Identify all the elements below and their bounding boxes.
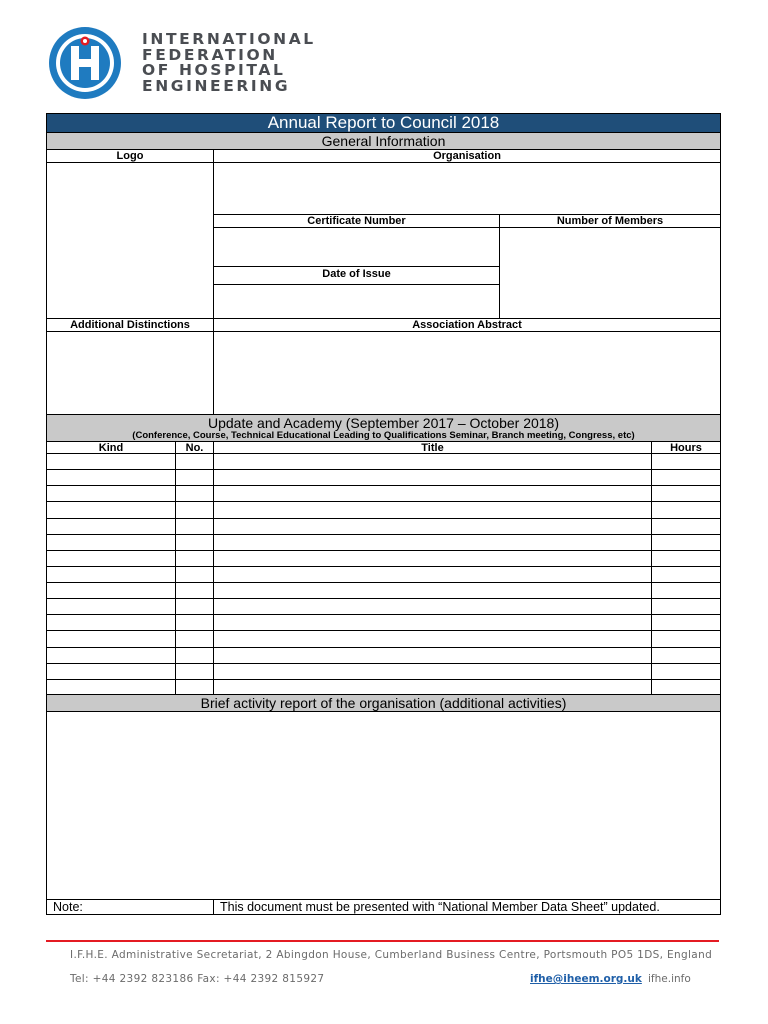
title-cell[interactable] xyxy=(213,614,652,631)
title-column-header: Title xyxy=(213,441,652,454)
title-cell[interactable] xyxy=(213,534,652,551)
title-cell[interactable] xyxy=(213,630,652,648)
update-academy-title: Update and Academy (September 2017 – October 2018) xyxy=(208,415,559,431)
title-cell[interactable] xyxy=(213,550,652,567)
hours-cell[interactable] xyxy=(651,630,721,648)
title-cell[interactable] xyxy=(213,453,652,470)
footer-email-link[interactable]: ifhe@iheem.org.uk xyxy=(530,973,642,985)
organisation-label: Organisation xyxy=(213,149,721,163)
brief-activity-header: Brief activity report of the organisation (additional activities) xyxy=(46,694,721,712)
org-name-line: ENGINEERING xyxy=(142,76,291,95)
ifhe-logo xyxy=(46,26,124,100)
number-of-members-label: Number of Members xyxy=(499,214,721,228)
kind-cell[interactable] xyxy=(46,663,176,680)
title-cell[interactable] xyxy=(213,598,652,615)
annual-report-form xyxy=(46,113,721,915)
kind-cell[interactable] xyxy=(46,550,176,567)
hours-cell[interactable] xyxy=(651,469,721,486)
org-name-line: FEDERATION xyxy=(142,45,278,64)
date-of-issue-field[interactable] xyxy=(213,284,500,319)
number-cell[interactable] xyxy=(175,485,214,502)
kind-cell[interactable] xyxy=(46,614,176,631)
hours-cell[interactable] xyxy=(651,485,721,502)
note-text: This document must be presented with “National Member Data Sheet” updated. xyxy=(213,899,721,915)
form-title: Annual Report to Council 2018 xyxy=(46,113,721,133)
kind-cell[interactable] xyxy=(46,453,176,470)
kind-column-header: Kind xyxy=(46,441,176,454)
footer-phone-fax: Tel: +44 2392 823186 Fax: +44 2392 815927 xyxy=(70,973,325,985)
number-cell[interactable] xyxy=(175,598,214,615)
number-cell[interactable] xyxy=(175,469,214,486)
hours-cell[interactable] xyxy=(651,518,721,535)
number-column-header: No. xyxy=(175,441,214,454)
hours-cell[interactable] xyxy=(651,663,721,680)
update-academy-header xyxy=(46,414,721,442)
kind-cell[interactable] xyxy=(46,518,176,535)
kind-cell[interactable] xyxy=(46,469,176,486)
certificate-number-field[interactable] xyxy=(213,227,500,267)
logo-label: Logo xyxy=(46,149,214,163)
note-label: Note: xyxy=(46,899,214,915)
kind-cell[interactable] xyxy=(46,534,176,551)
hours-cell[interactable] xyxy=(651,614,721,631)
hours-cell[interactable] xyxy=(651,501,721,519)
kind-cell[interactable] xyxy=(46,501,176,519)
kind-cell[interactable] xyxy=(46,566,176,583)
hours-cell[interactable] xyxy=(651,582,721,599)
general-information-header: General Information xyxy=(46,132,721,150)
association-abstract-field[interactable] xyxy=(213,331,721,415)
title-cell[interactable] xyxy=(213,647,652,664)
number-cell[interactable] xyxy=(175,453,214,470)
title-cell[interactable] xyxy=(213,566,652,583)
date-of-issue-label: Date of Issue xyxy=(213,266,500,285)
number-cell[interactable] xyxy=(175,518,214,535)
hours-cell[interactable] xyxy=(651,534,721,551)
title-cell[interactable] xyxy=(213,501,652,519)
title-cell[interactable] xyxy=(213,663,652,680)
number-cell[interactable] xyxy=(175,534,214,551)
footer-address: I.F.H.E. Administrative Secretariat, 2 Abingdon House, Cumberland Business Centre, Portsmouth PO5 1DS, England xyxy=(70,949,713,961)
kind-cell[interactable] xyxy=(46,582,176,599)
number-cell[interactable] xyxy=(175,647,214,664)
hours-column-header: Hours xyxy=(651,441,721,454)
kind-cell[interactable] xyxy=(46,647,176,664)
organisation-field[interactable] xyxy=(213,162,721,215)
hours-cell[interactable] xyxy=(651,566,721,583)
hours-cell[interactable] xyxy=(651,453,721,470)
association-abstract-label: Association Abstract xyxy=(213,318,721,332)
number-cell[interactable] xyxy=(175,630,214,648)
kind-cell[interactable] xyxy=(46,485,176,502)
additional-distinctions-label: Additional Distinctions xyxy=(46,318,214,332)
organisation-name xyxy=(142,32,316,94)
certificate-number-label: Certificate Number xyxy=(213,214,500,228)
number-cell[interactable] xyxy=(175,501,214,519)
hospital-h-icon xyxy=(46,26,124,100)
org-name-line: INTERNATIONAL xyxy=(142,30,316,48)
title-cell[interactable] xyxy=(213,469,652,486)
title-cell[interactable] xyxy=(213,485,652,502)
number-cell[interactable] xyxy=(175,566,214,583)
hours-cell[interactable] xyxy=(651,647,721,664)
brief-activity-field[interactable] xyxy=(46,711,721,900)
number-cell[interactable] xyxy=(175,582,214,599)
update-academy-note: (Conference, Course, Technical Educational Leading to Qualifications Seminar, Branch meeting, Congress, etc) xyxy=(132,430,635,441)
title-cell[interactable] xyxy=(213,518,652,535)
additional-distinctions-field[interactable] xyxy=(46,331,214,415)
footer-website[interactable]: ifhe.info xyxy=(648,973,691,985)
title-cell[interactable] xyxy=(213,582,652,599)
hours-cell[interactable] xyxy=(651,598,721,615)
logo-field[interactable] xyxy=(46,162,214,319)
number-cell[interactable] xyxy=(175,663,214,680)
number-cell[interactable] xyxy=(175,614,214,631)
number-cell[interactable] xyxy=(175,550,214,567)
kind-cell[interactable] xyxy=(46,630,176,648)
kind-cell[interactable] xyxy=(46,598,176,615)
number-of-members-field[interactable] xyxy=(499,227,721,319)
footer-divider xyxy=(46,940,719,942)
org-name-line: OF HOSPITAL xyxy=(142,61,286,79)
hours-cell[interactable] xyxy=(651,550,721,567)
